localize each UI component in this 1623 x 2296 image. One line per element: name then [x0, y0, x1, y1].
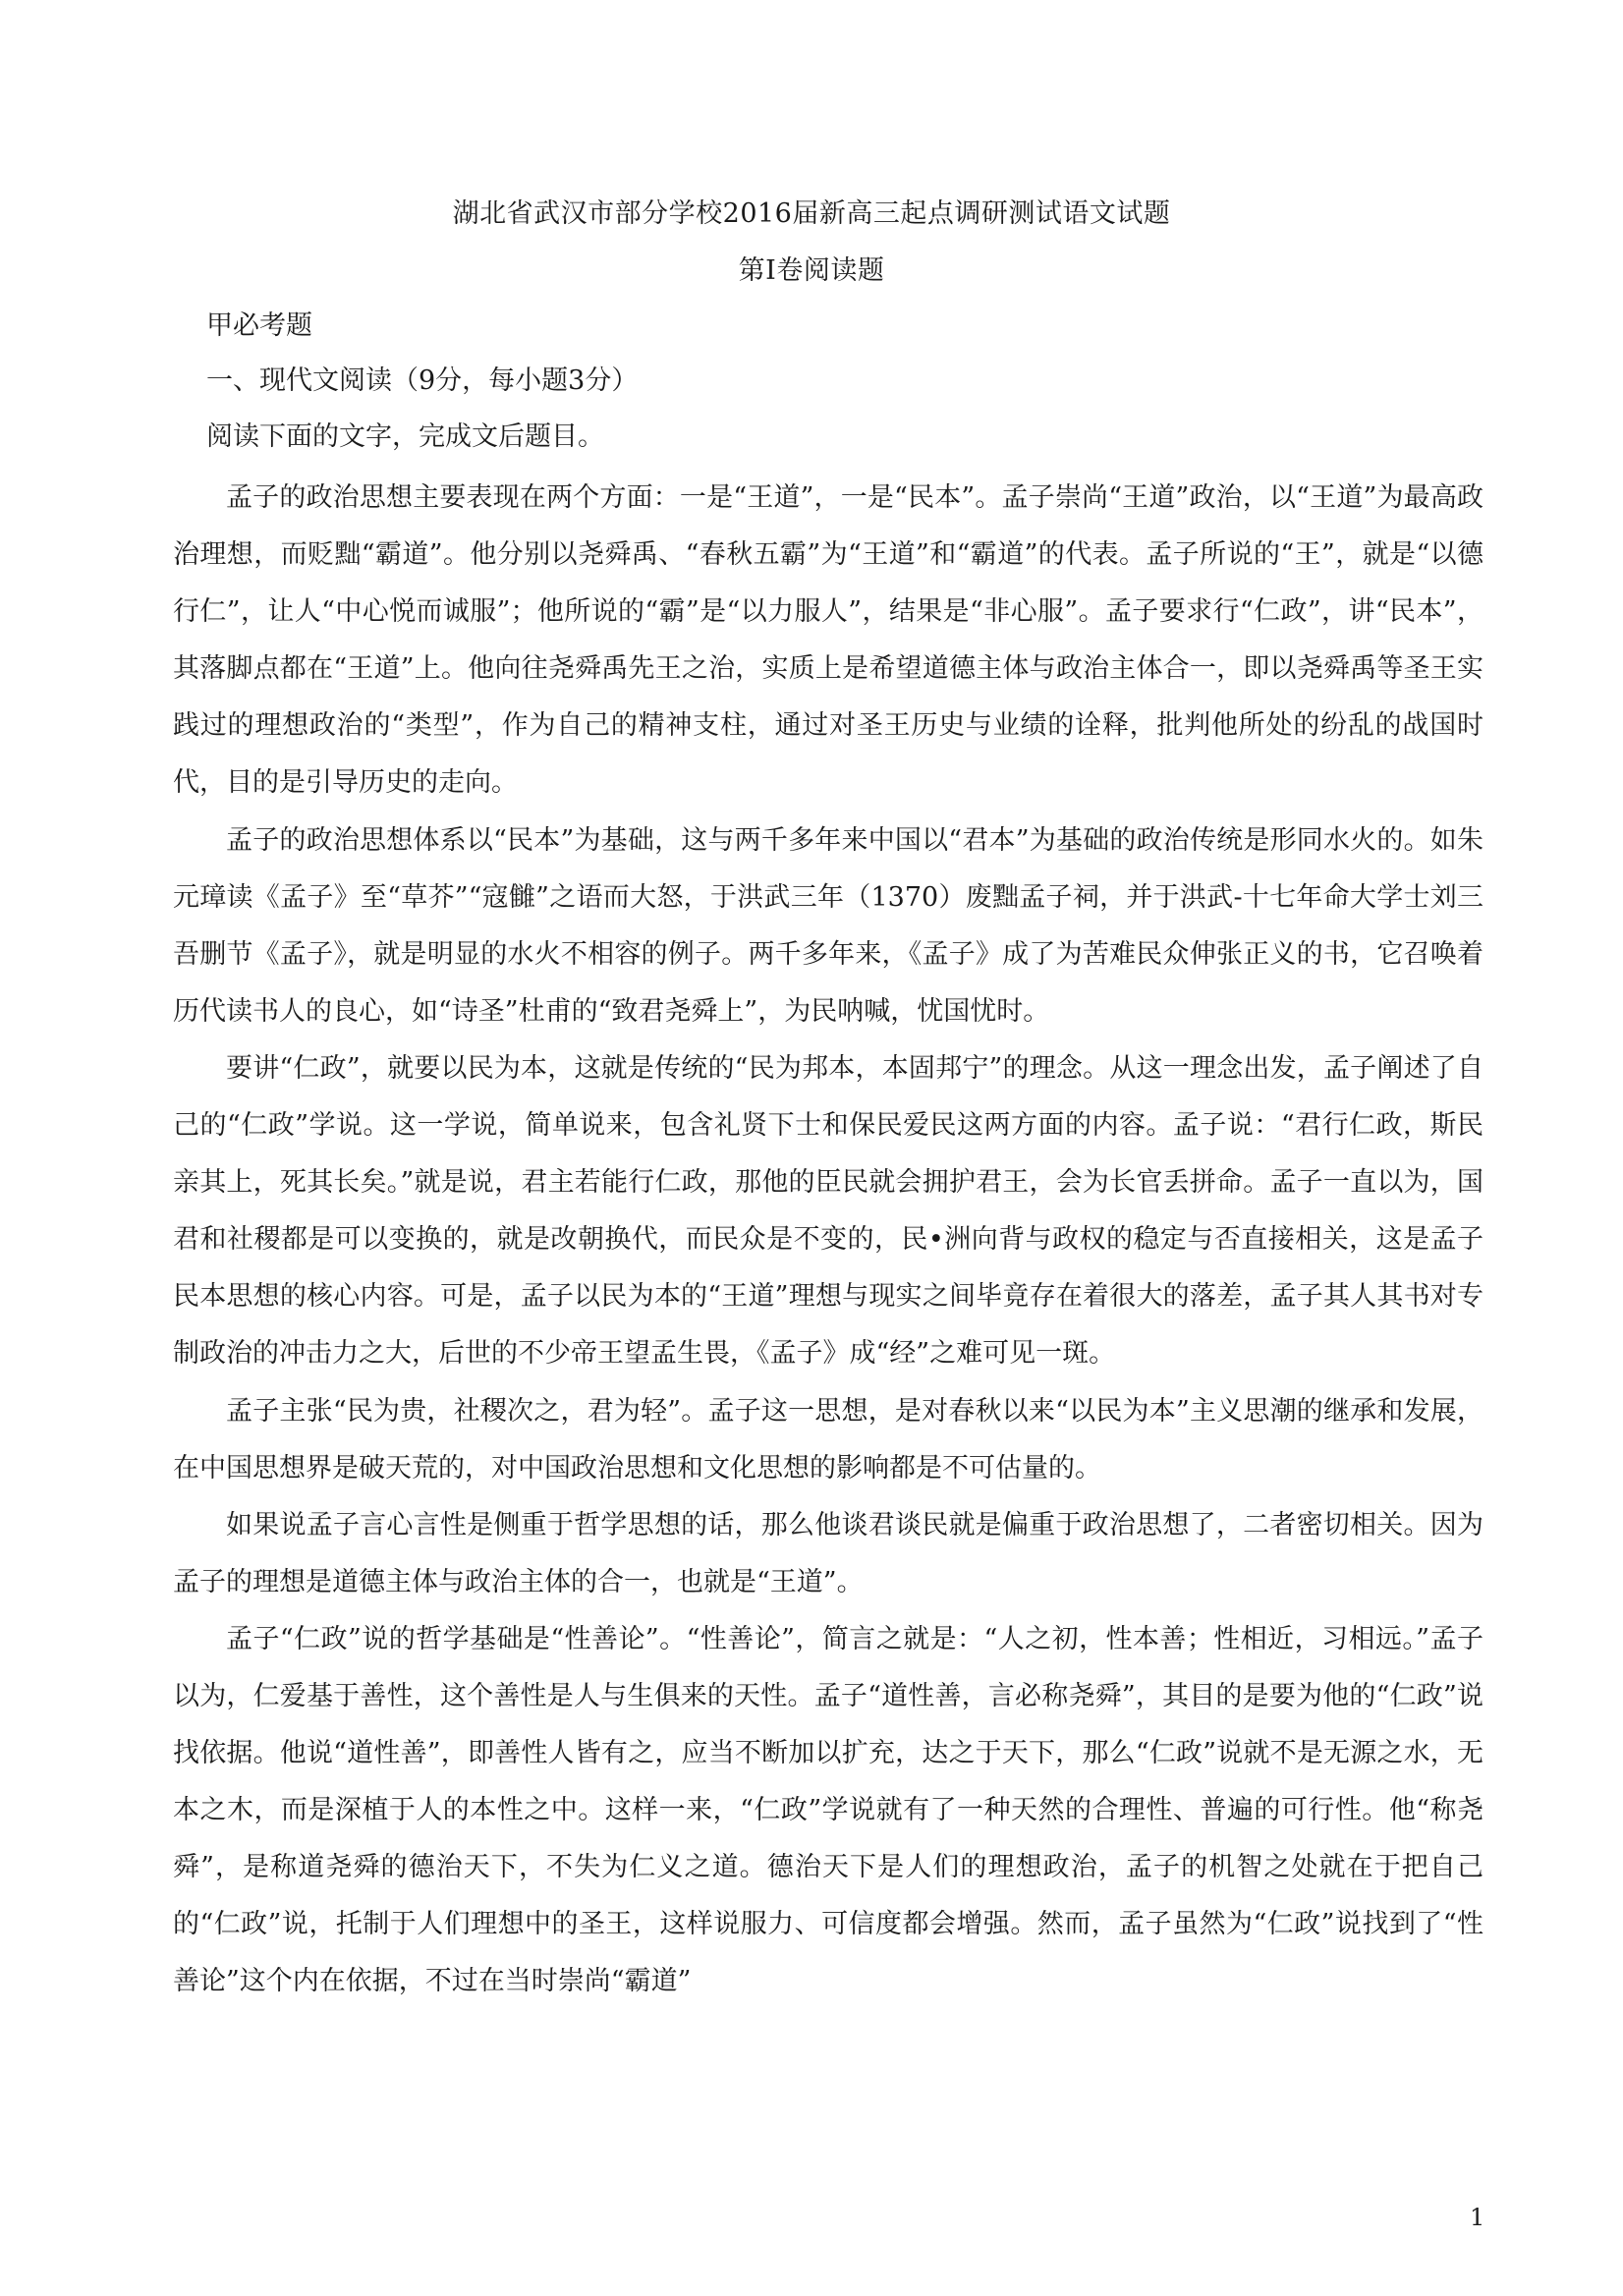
- section-label: 甲必考题: [206, 310, 312, 341]
- reading-instruction: 阅读下面的文字，完成文后题目。: [206, 421, 604, 452]
- passage-paragraph: 要讲“仁政”，就要以民为本，这就是传统的“民为邦本，本固邦宁”的理念。从这一理念出发，孟子阐述了自己的“仁政”学说。这一学说，简单说来，包含礼贤下士和保民爱民这两方面的内容。孟子说：“君行仁政，斯民亲其上，死其长矣。”就是说，君主若能行仁政，那他的臣民就会拥护君王，会为长官丢拼命。孟子一直以为，国君和社稷都是可以变换的，就是改朝换代，而民众是不变的，民•洲向背与政权的稳定与否直接相关，这是孟子民本思想的核心内容。可是，孟子以民为本的“王道”理想与现实之间毕竟存在着很大的落差，孟子其人其书对专制政治的冲击力之大，后世的不少帝王望孟生畏，《孟子》成“经”之难可见一斑。: [173, 1052, 1483, 1370]
- document-subtitle: 第I卷阅读题: [738, 255, 885, 286]
- passage-paragraph: 孟子主张“民为贵，社稷次之，君为轻”。孟子这一思想，是对春秋以来“以民为本”主义思潮的继承和发展，在中国思想界是破天荒的，对中国政治思想和文化思想的影响都是不可估量的。: [173, 1395, 1483, 1484]
- passage-paragraph: 孟子“仁政”说的哲学基础是“性善论”。“性善论”，简言之就是：“人之初，性本善；性相近，习相远。”孟子以为，仁爱基于善性，这个善性是人与生俱来的天性。孟子“道性善，言必称尧舜”，其目的是要为他的“仁政”说找依据。他说“道性善”，即善性人皆有之，应当不断加以扩充，达之于天下，那么“仁政”说就不是无源之水，无本之木，而是深植于人的本性之中。这样一来，“仁政”学说就有了一种天然的合理性、普遍的可行性。他“称尧舜”，是称道尧舜的德治天下，不失为仁义之道。德治天下是人们的理想政治，孟子的机智之处就在于把自己的“仁政”说，托制于人们理想中的圣王，这样说服力、可信度都会增强。然而，孟子虽然为“仁政”说找到了“性善论”这个内在依据，不过在当时崇尚“霸道”: [173, 1623, 1483, 1997]
- passage-paragraph: 如果说孟子言心言性是侧重于哲学思想的话，那么他谈君谈民就是偏重于政治思想了，二者密切相关。因为孟子的理想是道德主体与政治主体的合一，也就是“王道”。: [173, 1509, 1483, 1597]
- page-number: 1: [1470, 2204, 1485, 2231]
- passage-paragraph: 孟子的政治思想体系以“民本”为基础，这与两千多年来中国以“君本”为基础的政治传统是形同水火的。如朱元璋读《孟子》至“草芥”“寇雠”之语而大怒，于洪武三年（1370）废黜孟子祠，并于洪武-十七年命大学士刘三吾删节《孟子》，就是明显的水火不相容的例子。两千多年来，《孟子》成了为苦难民众伸张正义的书，它召唤着历代读书人的良心，如“诗圣”杜甫的“致君尧舜上”，为民呐喊，忧国忧时。: [173, 824, 1483, 1027]
- document-title: 湖北省武汉市部分学校2016届新高三起点调研测试语文试题: [452, 198, 1171, 229]
- part-heading: 一、现代文阅读（9分，每小题3分）: [206, 365, 639, 396]
- passage-paragraph: 孟子的政治思想主要表现在两个方面：一是“王道”，一是“民本”。孟子崇尚“王道”政治，以“王道”为最高政治理想，而贬黜“霸道”。他分别以尧舜禹、“春秋五霸”为“王道”和“霸道”的代表。孟子所说的“王”，就是“以德行仁”，让人“中心悦而诚服”；他所说的“霸”是“以力服人”，结果是“非心服”。孟子要求行“仁政”，讲“民本”，其落脚点都在“王道”上。他向往尧舜禹先王之治，实质上是希望道德主体与政治主体合一，即以尧舜禹等圣王实践过的理想政治的“类型”，作为自己的精神支柱，通过对圣王历史与业绩的诠释，批判他所处的纷乱的战国时代，目的是引导历史的走向。: [173, 482, 1483, 799]
- reading-passage: [173, 470, 1483, 2011]
